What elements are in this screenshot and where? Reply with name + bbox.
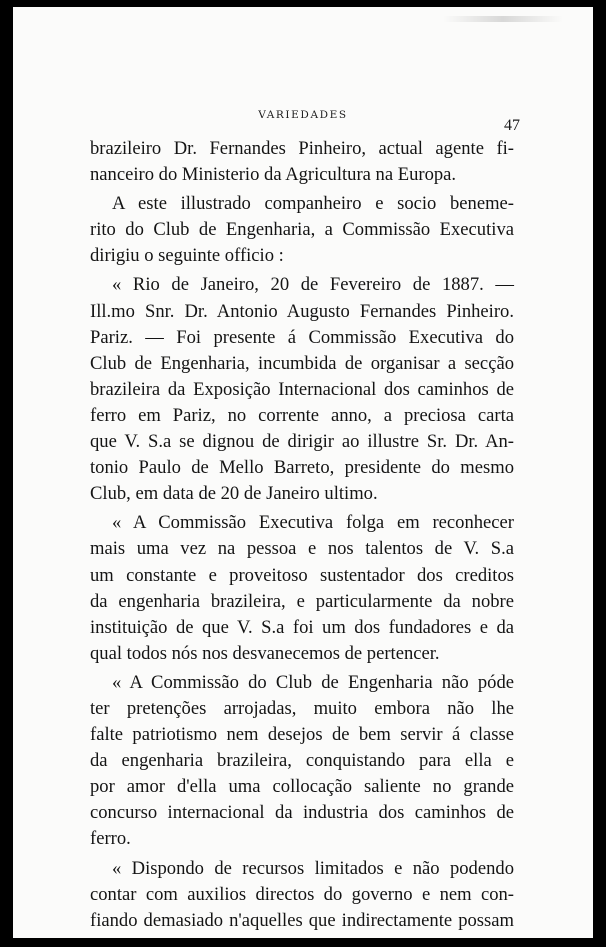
text-line: contar com auxilios directos do governo e nem con- <box>90 883 514 905</box>
text-line: A este illustrado companheiro e socio beneme- <box>112 193 514 215</box>
text-line: Club de Engenharia, incumbida de organisar a secção <box>90 352 514 374</box>
text-line: « Rio de Janeiro, 20 de Fevereiro de 1887. — <box>112 274 514 296</box>
paragraph <box>90 272 514 507</box>
text-line: que V. S.a se dignou de dirigir ao illustre Sr. Dr. An- <box>90 431 514 453</box>
paragraph <box>90 136 514 188</box>
text-line: Pariz. — Foi presente á Commissão Executiva do <box>90 326 514 348</box>
text-line: nanceiro do Ministerio da Agricultura na Europa. <box>90 164 457 186</box>
text-line: fiando demasiado n'aquelles que indirectamente possam <box>90 909 514 931</box>
text-line: ferro. <box>90 828 131 850</box>
body-text <box>90 136 514 934</box>
text-line: da engenharia brazileira, conquistando para ella e <box>90 750 514 772</box>
paragraph <box>90 670 514 853</box>
text-line: brazileiro Dr. Fernandes Pinheiro, actual agente fi- <box>90 138 514 159</box>
text-line: Ill.mo Snr. Dr. Antonio Augusto Fernandes Pinheiro. <box>90 300 514 322</box>
text-line: mais uma vez na pessoa e nos talentos de V. S.a <box>90 538 514 560</box>
text-line: por amor d'ella uma collocação saliente no grande <box>90 776 514 798</box>
book-page <box>13 7 593 938</box>
text-line: qual todos nós nos desvanecemos de pertencer. <box>90 642 440 664</box>
paragraph <box>90 510 514 667</box>
text-line: « A Commissão do Club de Engenharia não póde <box>112 671 514 693</box>
text-line: brazileira da Exposição Internacional dos caminhos de <box>90 378 514 400</box>
paragraph <box>90 191 514 269</box>
text-line: « A Commissão Executiva folga em reconhecer <box>112 512 514 534</box>
running-title: VARIEDADES <box>258 109 348 121</box>
text-line: « Dispondo de recursos limitados e não podendo <box>112 857 514 879</box>
scan-smudge <box>443 16 563 22</box>
text-line: concurso internacional da industria dos caminhos de <box>90 802 514 824</box>
text-line: um constante e proveitoso sustentador dos creditos <box>90 564 514 586</box>
text-line: tonio Paulo de Mello Barreto, presidente do mesmo <box>90 457 514 479</box>
paragraph <box>90 856 514 934</box>
text-line: falte patriotismo nem desejos de bem servir á classe <box>90 724 514 746</box>
text-line: Club, em data de 20 de Janeiro ultimo. <box>90 483 378 505</box>
text-line: ferro em Pariz, no corrente anno, a preciosa carta <box>90 404 514 426</box>
text-line: rito do Club de Engenharia, a Commissão Executiva <box>90 219 514 241</box>
page-number: 47 <box>504 117 520 134</box>
text-line: instituição de que V. S.a foi um dos fundadores e da <box>90 616 514 638</box>
text-line: da engenharia brazileira, e particularmente da nobre <box>90 590 514 612</box>
text-line: ter pretenções arrojadas, muito embora não lhe <box>90 697 514 719</box>
text-line: dirigiu o seguinte officio : <box>90 245 284 267</box>
